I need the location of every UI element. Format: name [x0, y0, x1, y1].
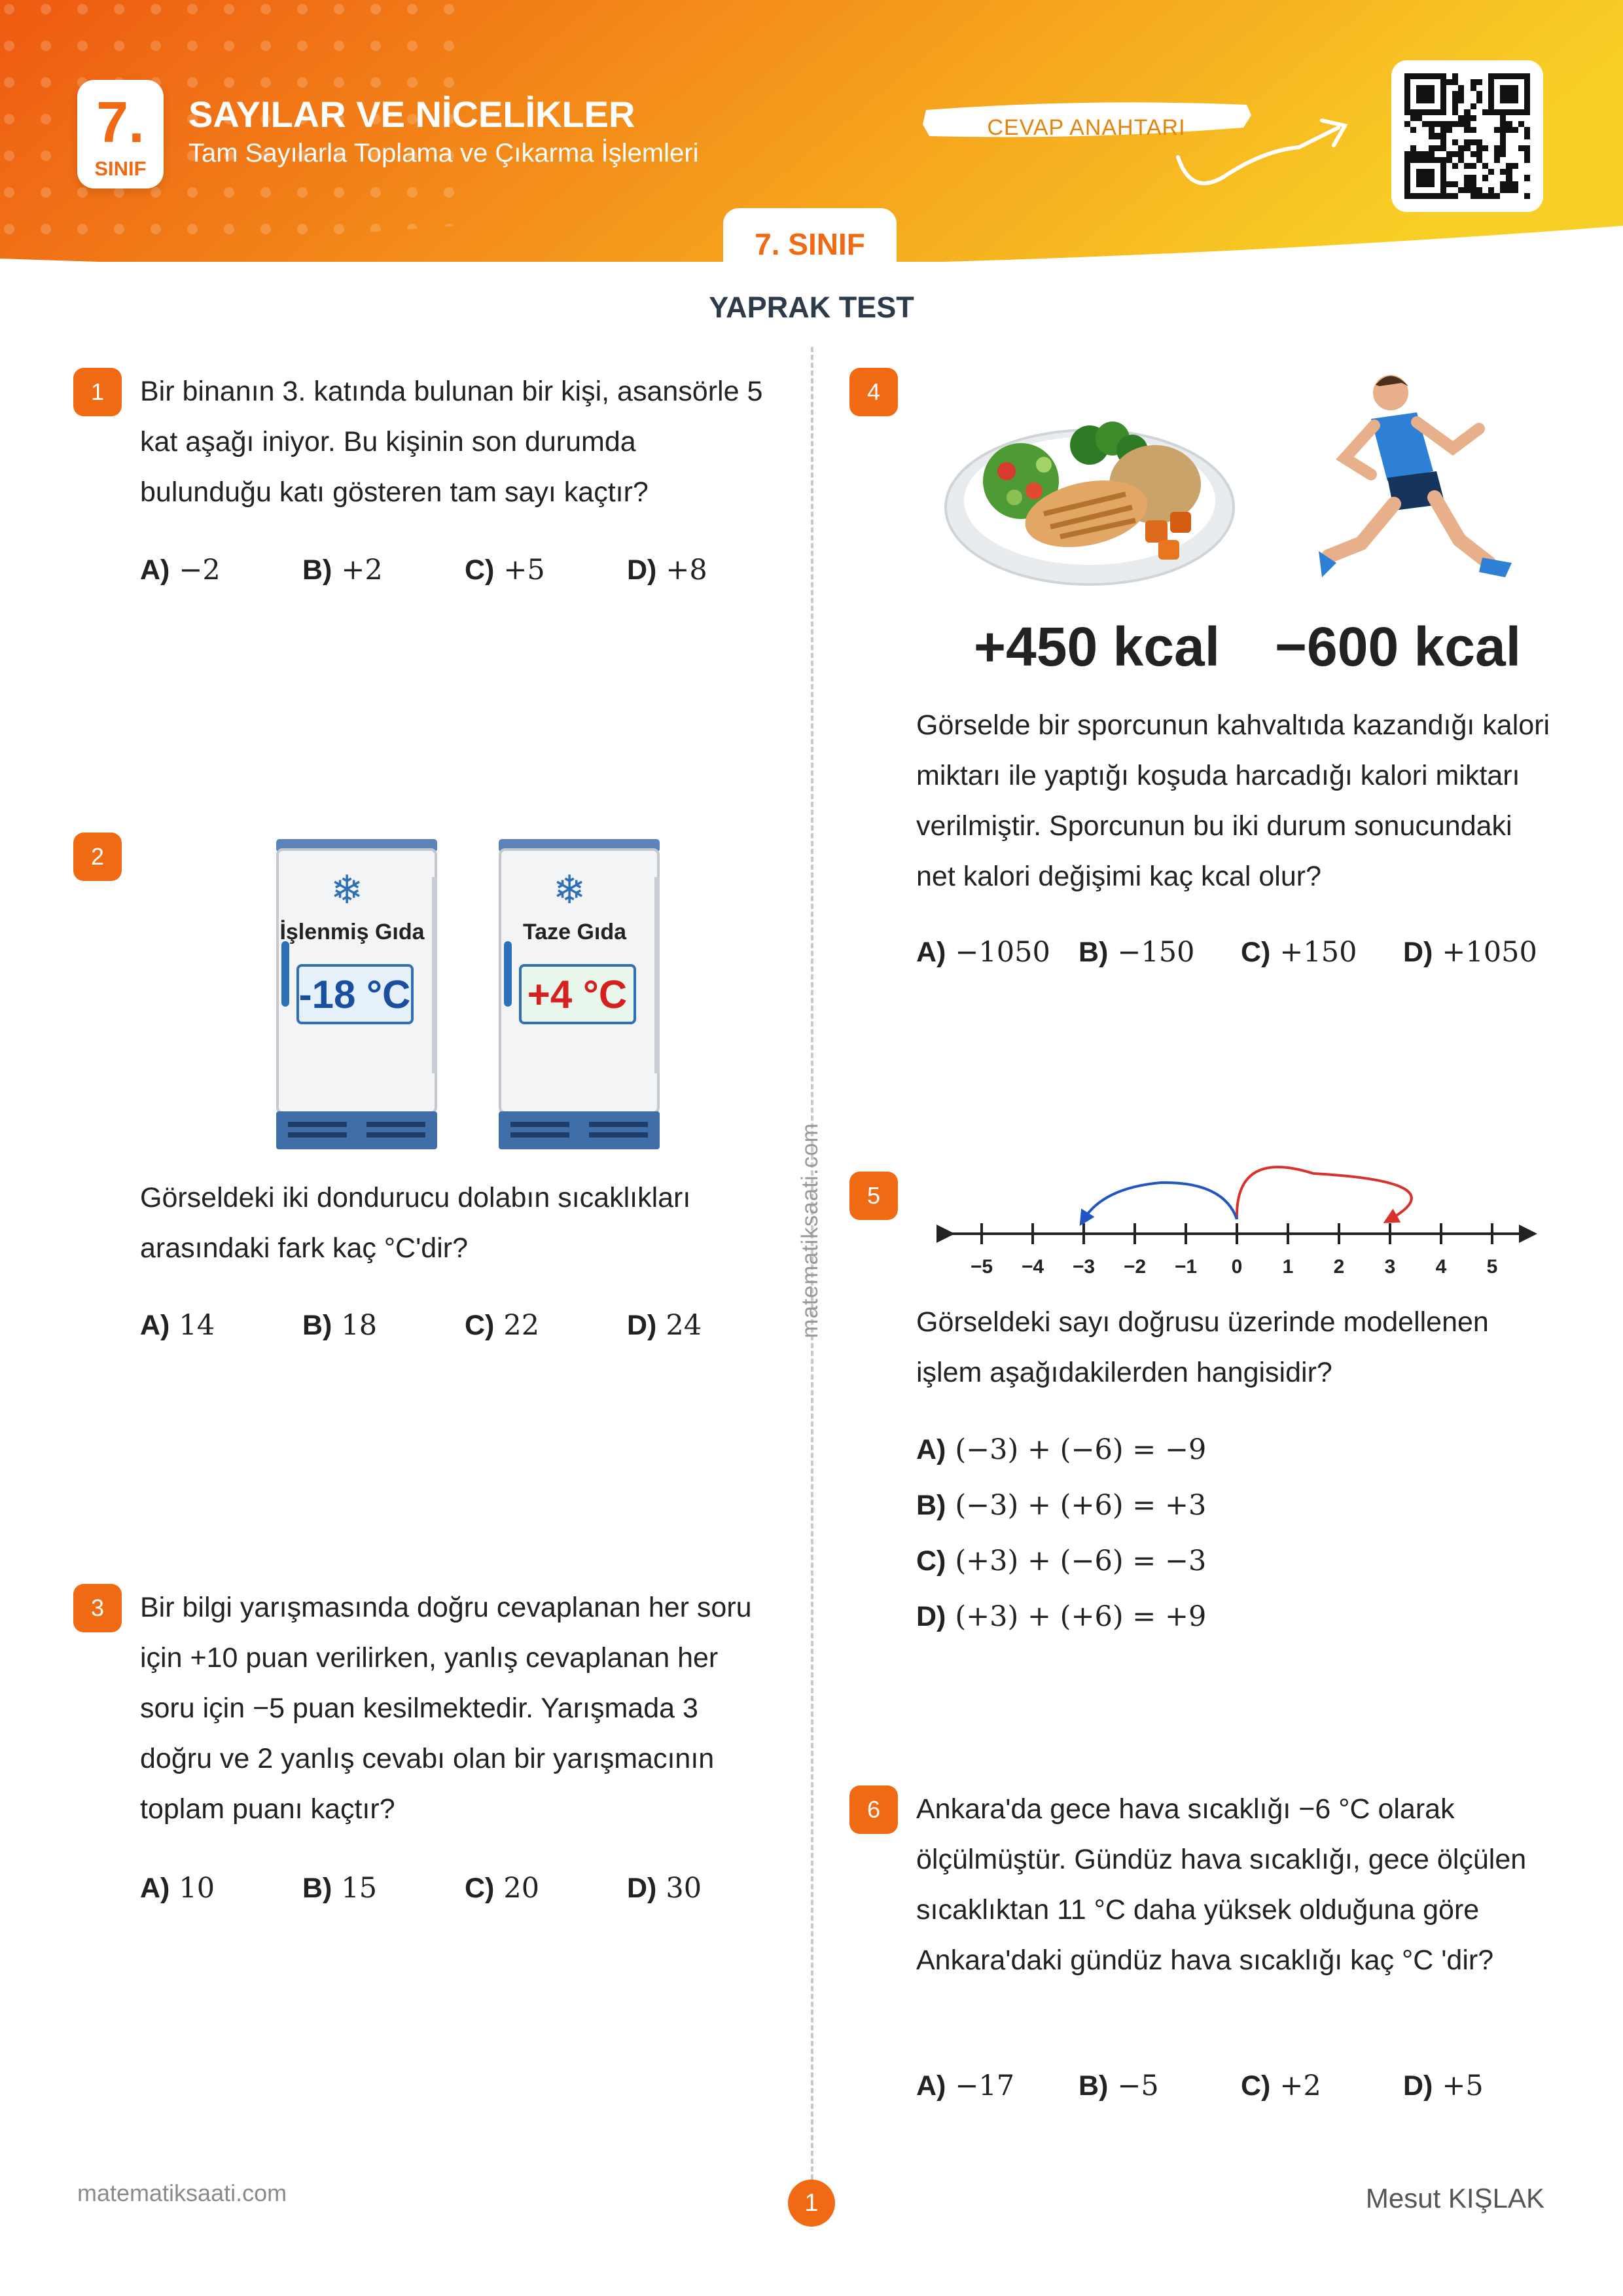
- option-label: C): [465, 554, 495, 586]
- q6-option-c[interactable]: [1241, 2070, 1321, 2102]
- option-label: D): [1403, 2070, 1433, 2102]
- question-4-text: Görselde bir sporcunun kahvaltıda kazandığı kalori miktarı ile yaptığı koşuda harcadığı kalori miktarı verilmiştir. Sporcunun bu iki durum sonucundaki net kalori değişimi kaç kcal olur?: [916, 709, 1550, 892]
- option-value: (−3) + (−6) = −9: [955, 1433, 1207, 1466]
- q2-option-d[interactable]: [627, 1309, 702, 1342]
- option-value: −1050: [955, 936, 1050, 969]
- q5-option-b[interactable]: [916, 1489, 1206, 1522]
- option-label: B): [302, 554, 332, 586]
- option-value: +2: [1279, 2070, 1321, 2102]
- grade-tab: 7. SINIF: [723, 208, 897, 268]
- q6-option-d[interactable]: [1403, 2070, 1484, 2102]
- option-label: D): [1403, 937, 1433, 968]
- option-value: (−3) + (+6) = +3: [955, 1489, 1207, 1522]
- option-label: B): [302, 1310, 332, 1341]
- option-value: +1050: [1442, 936, 1537, 969]
- q6-option-b[interactable]: [1079, 2070, 1159, 2102]
- question-1-text: Bir binanın 3. katında bulunan bir kişi, asansörle 5 kat aşağı iniyor. Bu kişinin son durumda bulunduğu katı gösteren tam sayı kaçtır?: [140, 376, 763, 508]
- kcal-gain-label: +450 kcal: [974, 616, 1221, 677]
- page-heading: YAPRAK TEST: [709, 291, 914, 324]
- option-value: +150: [1279, 936, 1357, 969]
- option-label: A): [916, 937, 946, 968]
- option-value: 22: [503, 1309, 540, 1342]
- option-value: −17: [955, 2070, 1015, 2102]
- option-value: 10: [179, 1872, 215, 1905]
- q3-option-a[interactable]: [140, 1872, 215, 1905]
- kcal-loss-label: −600 kcal: [1275, 616, 1522, 677]
- option-label: A): [916, 1434, 946, 1465]
- number-line-tick-label: 5: [1486, 1256, 1498, 1278]
- q4-option-c[interactable]: [1241, 936, 1357, 969]
- svg-text:❄: ❄: [330, 867, 364, 913]
- worksheet-title: SAYILAR VE NİCELİKLER: [188, 94, 635, 135]
- q4-option-a[interactable]: [916, 936, 1050, 969]
- q1-option-a[interactable]: [140, 554, 221, 586]
- side-watermark: matematiksaati.com: [797, 1122, 823, 1338]
- option-label: B): [1079, 2070, 1109, 2102]
- q4-option-d[interactable]: [1403, 936, 1537, 969]
- meal-plate-icon: [946, 422, 1234, 584]
- option-label: A): [140, 554, 170, 586]
- option-label: A): [916, 2070, 946, 2102]
- option-value: (+3) + (+6) = +9: [955, 1600, 1207, 1633]
- number-line: [936, 1158, 1538, 1289]
- grade-word: SINIF: [94, 157, 147, 180]
- option-value: 24: [666, 1309, 702, 1342]
- q2-option-b[interactable]: [302, 1309, 377, 1342]
- freezer-fresh: [499, 839, 660, 1149]
- option-label: D): [916, 1601, 946, 1632]
- q5-option-a[interactable]: [916, 1433, 1206, 1466]
- q6-option-a[interactable]: [916, 2070, 1014, 2102]
- option-label: B): [1079, 937, 1109, 968]
- option-label: D): [627, 1873, 657, 1904]
- q3-option-d[interactable]: [627, 1872, 702, 1905]
- option-value: +2: [341, 554, 383, 586]
- option-label: D): [627, 1310, 657, 1341]
- runner-icon: [1319, 375, 1512, 577]
- question-number-2: 2: [73, 833, 122, 881]
- q4-option-b[interactable]: [1079, 936, 1194, 969]
- freezer-processed: [276, 839, 437, 1149]
- option-value: −150: [1117, 936, 1195, 969]
- option-value: −5: [1117, 2070, 1159, 2102]
- page-number: 1: [788, 2179, 835, 2227]
- q1-option-b[interactable]: [302, 554, 383, 586]
- freezer-fresh-label: Taze Gıda: [522, 920, 627, 944]
- option-value: 14: [179, 1309, 215, 1342]
- footer-website[interactable]: matematiksaati.com: [77, 2179, 287, 2206]
- q2-option-a[interactable]: [140, 1309, 215, 1342]
- q3-option-b[interactable]: [302, 1872, 377, 1905]
- q5-option-d[interactable]: [916, 1600, 1206, 1633]
- option-value: 30: [666, 1872, 702, 1905]
- svg-text:❄: ❄: [552, 867, 586, 913]
- option-label: C): [465, 1873, 495, 1904]
- question-number-4: 4: [849, 368, 898, 416]
- option-value: 18: [341, 1309, 378, 1342]
- option-label: B): [302, 1873, 332, 1904]
- option-value: +5: [1442, 2070, 1484, 2102]
- option-label: C): [465, 1310, 495, 1341]
- question-5-text: Görseldeki sayı doğrusu üzerinde modellenen işlem aşağıdakilerden hangisidir?: [916, 1306, 1489, 1388]
- number-line-tick-label: −5: [970, 1256, 993, 1278]
- q2-option-c[interactable]: [465, 1309, 539, 1342]
- question-number-1: 1: [73, 368, 122, 416]
- question-3-text: Bir bilgi yarışmasında doğru cevaplanan her soru için +10 puan verilirken, yanlış cevaplanan her soru için −5 puan kesilmektedir. Yarışmada 3 doğru ve 2 yanlış cevabı olan bir yarışmacının toplam puanı kaçtır?: [140, 1592, 752, 1825]
- q1-option-c[interactable]: [465, 554, 545, 586]
- option-label: C): [916, 1545, 946, 1577]
- number-line-tick-label: −4: [1021, 1256, 1044, 1278]
- freezers-illustration: [268, 831, 668, 1152]
- option-value: +5: [503, 554, 545, 586]
- question-2-text: Görseldeki iki dondurucu dolabın sıcaklıkları arasındaki fark kaç °C'dir?: [140, 1182, 691, 1264]
- freezer-processed-temp: -18 °C: [298, 973, 411, 1016]
- number-line-tick-label: 1: [1282, 1256, 1294, 1278]
- number-line-tick-label: −2: [1123, 1256, 1147, 1278]
- grade-number: 7.: [96, 90, 145, 154]
- answer-key-link[interactable]: CEVAP ANAHTARI: [987, 115, 1186, 140]
- number-line-tick-label: −1: [1174, 1256, 1198, 1278]
- question-number-3: 3: [73, 1584, 122, 1632]
- question-number-6: 6: [849, 1785, 898, 1834]
- option-label: A): [140, 1873, 170, 1904]
- question-6-text: Ankara'da gece hava sıcaklığı −6 °C olarak ölçülmüştür. Gündüz hava sıcaklığı, gece ölçülen sıcaklıktan 11 °C daha yüksek olduğuna göre Ankara'daki gündüz hava sıcaklığı kaç °C 'dir?: [916, 1793, 1527, 1976]
- red-jump-arc: [1237, 1167, 1412, 1219]
- option-value: −2: [179, 554, 221, 586]
- option-label: A): [140, 1310, 170, 1341]
- number-line-tick-label: −3: [1072, 1256, 1096, 1278]
- number-line-tick-label: 3: [1384, 1256, 1396, 1278]
- option-label: B): [916, 1490, 946, 1521]
- number-line-tick-label: 2: [1333, 1256, 1345, 1278]
- number-line-tick-label: 0: [1231, 1256, 1243, 1278]
- q3-option-c[interactable]: [465, 1872, 539, 1905]
- q5-option-c[interactable]: [916, 1545, 1206, 1577]
- option-label: D): [627, 554, 657, 586]
- qr-code[interactable]: [1391, 60, 1543, 212]
- blue-jump-arc: [1084, 1183, 1237, 1219]
- freezer-fresh-temp: +4 °C: [527, 973, 628, 1016]
- option-value: +8: [666, 554, 707, 586]
- option-value: 20: [503, 1872, 540, 1905]
- freezer-processed-label: İşlenmiş Gıda: [279, 920, 425, 944]
- number-line-tick-label: 4: [1435, 1256, 1447, 1278]
- option-label: C): [1241, 2070, 1271, 2102]
- grade-badge: [77, 80, 164, 188]
- q1-option-d[interactable]: [627, 554, 707, 586]
- question-number-5: 5: [849, 1172, 898, 1220]
- option-label: C): [1241, 937, 1271, 968]
- option-value: (+3) + (−6) = −3: [955, 1545, 1207, 1577]
- worksheet-subtitle: Tam Sayılarla Toplama ve Çıkarma İşlemleri: [188, 139, 699, 168]
- option-value: 15: [341, 1872, 378, 1905]
- footer-author: Mesut KIŞLAK: [1365, 2183, 1544, 2214]
- meal-and-runner-illustration: [936, 367, 1538, 589]
